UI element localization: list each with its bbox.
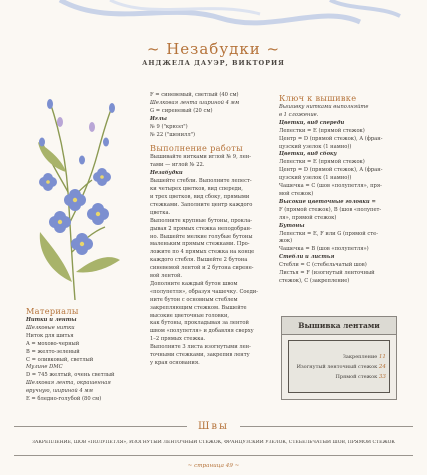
text-line: Вышивайте нитками иглой № 9, лен- — [150, 154, 251, 161]
text-line: «полупетля», образуя чашечку. Соеди- — [150, 288, 259, 295]
ribbon-box-row: Прямой стежок 33 — [335, 374, 386, 380]
text-line: ля», прямой стежок) — [279, 214, 337, 221]
text-line: B = желто-зеленый — [26, 348, 80, 355]
text-line: Дополните каждый бутон швом — [150, 280, 238, 287]
materials-heading: Материалы — [26, 306, 79, 316]
text-line: как бутоны, прокладывая за лентой — [150, 320, 249, 327]
text-line: жок) — [279, 238, 293, 245]
text-line: № 9 ("крюэл") — [150, 123, 188, 130]
text-line: Лепестки = E (прямой стежок) — [279, 159, 365, 166]
text-line: A = мохово-черный — [26, 340, 80, 347]
text-line: 1–2 прямых стежка. — [150, 336, 206, 343]
text-line: Шелковая лента шириной 4 мм — [150, 99, 240, 106]
text-line: D = 745 желтый, очень светлый — [26, 372, 115, 379]
text-line: Лепестки = E, F или G (прямой сте- — [279, 230, 378, 237]
seams-list: ЗАКРЕПЛЕНИЕ, ШОВ «ПОЛУПЕТЛЯ», ИЗОГНУТЫЙ ЛЕНТОЧНЫЙ СТЕЖОК, ФРАНЦУЗСКИЙ УЗЕЛОК, СТЕБЕЛЬЧАТЫЙ ШОВ, ПРЯМОЙ СТЕЖОК — [32, 440, 395, 445]
text-line: стежок), C (закрепление) — [279, 277, 350, 284]
text-line: закрепляющим стежком. Вышейте — [150, 304, 247, 311]
materials-section — [26, 306, 134, 404]
text-line: Стебли = C (стебельчатый шов) — [279, 262, 367, 269]
materials-continued — [150, 92, 268, 139]
work-instructions — [150, 154, 268, 367]
text-line: цузский узелок (1 намно)) — [279, 175, 352, 182]
ribbon-box-title: Вышивка лентами — [282, 317, 396, 335]
text-line: Цветки, вид спереди — [279, 119, 345, 126]
ribbon-stitch-box — [281, 316, 397, 400]
text-line: G = сиреневый (20 см) — [150, 107, 213, 114]
authors: АНДЖЕЛА ДАУЭР, ВИКТОРИЯ — [142, 59, 285, 67]
text-line: ки четырех цветков, вид спереди, — [150, 186, 243, 193]
seams-heading: Швы — [198, 421, 229, 432]
text-line: Бутоны — [279, 222, 305, 229]
key-section — [279, 93, 399, 286]
ribbon-box-row: Изогнутый ленточный стежок 24 — [296, 364, 386, 370]
divider-bottom — [14, 455, 413, 456]
text-line: дывая 2 прямых стежка неподобран- — [150, 225, 252, 232]
text-line: Шелковая лента, окрашенная — [26, 380, 111, 387]
text-line: Листья = F (изогнутый ленточный — [279, 270, 375, 277]
text-line: высокие цветочные головки, — [150, 312, 230, 319]
text-line: мой стежок) — [279, 190, 314, 197]
text-line: F (прямой стежок), B (шов «полупет- — [279, 206, 382, 213]
text-line: маленьким прямым стежками. Про- — [150, 241, 250, 248]
text-line: E = бледно-голубой (80 см) — [26, 396, 102, 403]
text-line: у края основания. — [150, 360, 200, 366]
ribbon-box-row: Закрепление 11 — [342, 354, 386, 360]
key-heading: Ключ к вышивке — [279, 93, 357, 103]
text-line: Вышивку нитками выполняйте — [279, 104, 369, 110]
text-line: тами — иглой № 22. — [150, 162, 205, 169]
text-line: Незабудки — [150, 170, 183, 177]
materials-subheading: Нитки и ленты — [26, 317, 77, 323]
text-line: Центр = D (прямой стежок), A (фран- — [279, 135, 383, 142]
text-line: № 22 ("шенилл") — [150, 131, 196, 138]
page-title: ~ Незабудки ~ — [146, 40, 281, 58]
text-line: швом «полупетля» и добавляя сверху — [150, 328, 254, 335]
text-line: Высокие цветочные головки = — [279, 198, 376, 205]
work-heading: Выполнение работы — [150, 143, 243, 154]
text-line: но. Вышейте мелкие голубые бутоны — [150, 233, 253, 240]
ribbon-decoration — [0, 0, 427, 30]
text-line: синевемой лентой и 2 бутона сирене- — [150, 265, 254, 272]
text-line: вручную, шириной 4 мм — [26, 388, 93, 395]
text-line: ните бутон с основным стеблем — [150, 296, 238, 303]
text-line: Стебли и листья — [279, 254, 335, 261]
text-line: и трех цветков, вид сбоку, прямыми — [150, 193, 250, 200]
text-line: F = синевемый, светлый (40 см) — [150, 92, 239, 98]
text-line: Ниток для шитья — [26, 332, 74, 339]
materials-list — [26, 325, 134, 404]
text-line: в 1 сложение. — [279, 111, 319, 118]
page-number: ~ страница 49 ~ — [187, 463, 240, 469]
key-list — [279, 104, 399, 286]
text-line: ложите по 4 прямых стежка на конце — [150, 249, 255, 256]
text-line: Вышейте стебли. Выполните лепест- — [150, 178, 252, 185]
text-line: Выполните крупные бутоны, прокла- — [150, 217, 253, 224]
text-line: Чашечка = B (шов «полупетля») — [279, 246, 369, 253]
text-line: точными стежками, закрепив ленту — [150, 352, 250, 359]
text-line: C = оливковый, светлый — [26, 356, 94, 363]
text-line: каждого стебля. Вышейте 2 бутона — [150, 257, 248, 264]
text-line: Мулине DMC — [26, 364, 63, 371]
text-line: Цветки, вид сбоку — [279, 151, 337, 158]
text-line: цветка. — [150, 209, 171, 216]
text-line: вой лентой. — [150, 273, 183, 280]
text-line: Лепестки = E (прямой стежок) — [279, 127, 365, 134]
text-line: Центр = D (прямой стежок), A (фран- — [279, 167, 383, 174]
text-line: Выполните 3 листа изогнутыми лен- — [150, 344, 251, 351]
text-line: Иглы — [150, 115, 167, 122]
text-line: Чашечка = C (шов «полупетля», пря- — [279, 183, 382, 190]
text-line: стежками. Заполните центр каждого — [150, 201, 253, 208]
text-line: Шелковые нитки — [26, 324, 75, 331]
instructions-section — [150, 92, 268, 368]
text-line: цузский узелок (1 намно)) — [279, 143, 352, 150]
forget-me-not-illustration — [20, 82, 135, 302]
